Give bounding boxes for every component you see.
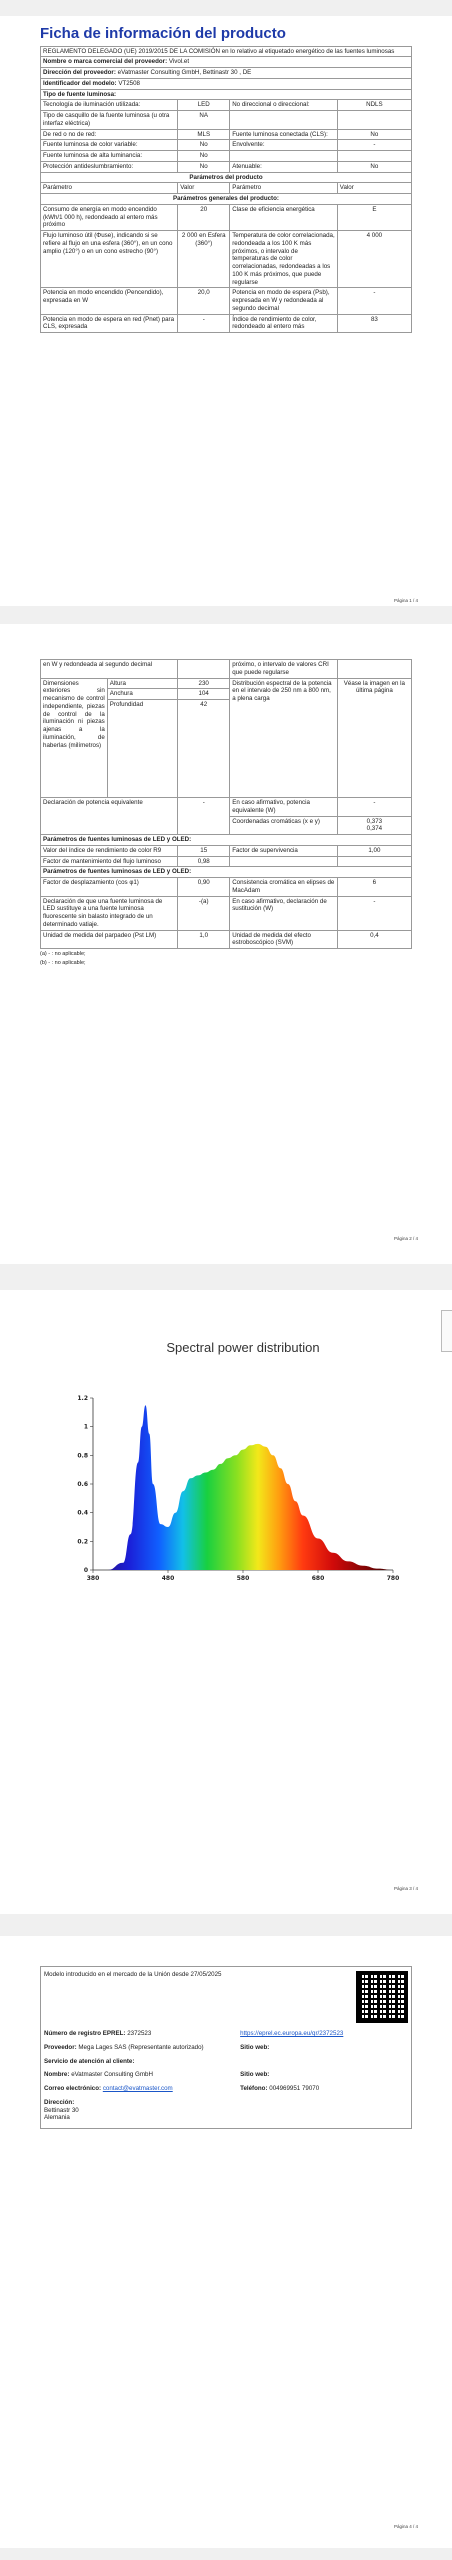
cell: Clase de eficiencia energética bbox=[230, 204, 338, 230]
email-cell bbox=[41, 2082, 238, 2096]
dim-height-value: 230 bbox=[178, 678, 230, 689]
email-link[interactable]: contact@evatmaster.com bbox=[102, 2085, 173, 2092]
column-header: Parámetro bbox=[41, 183, 178, 194]
table-row bbox=[41, 161, 412, 172]
name-value: eVatmaster Consulting GmbH bbox=[71, 2071, 153, 2079]
dim-depth-label: Profundidad bbox=[107, 700, 177, 798]
model-row bbox=[41, 78, 412, 89]
x-tick-label: 580 bbox=[236, 1575, 250, 1582]
cell: - bbox=[337, 140, 411, 151]
cell: No bbox=[178, 161, 230, 172]
cell: 1,0 bbox=[178, 930, 230, 949]
table-row bbox=[41, 100, 412, 111]
cell: Consistencia cromática en elipses de MacAdam bbox=[230, 878, 338, 897]
supplier-cell bbox=[41, 2041, 238, 2055]
cell: -(a) bbox=[178, 896, 230, 930]
web-cell-2 bbox=[237, 2068, 411, 2082]
model-label: Identificador del modelo: bbox=[43, 79, 117, 87]
page-2 bbox=[0, 624, 452, 1264]
page-4 bbox=[0, 1936, 452, 2548]
x-tick-label: 780 bbox=[386, 1575, 400, 1582]
model-value: VT2508 bbox=[118, 79, 140, 87]
phone-label: Teléfono: bbox=[240, 2085, 268, 2092]
table-row bbox=[41, 845, 412, 856]
cell: No bbox=[337, 161, 411, 172]
dim-height-label: Altura bbox=[107, 678, 177, 689]
cell: Envolvente: bbox=[230, 140, 338, 151]
cell: Temperatura de color correlacionada, redondeada a los 100 K más próximos, o intervalo de temperaturas de color correlacionadas, redondeadas a los 100 K más próximos, que puede regularse bbox=[230, 231, 338, 288]
cell: Fuente luminosa de alta luminancia: bbox=[41, 151, 178, 162]
table-row bbox=[41, 678, 412, 689]
general-header: Parámetros generales del producto: bbox=[41, 194, 412, 205]
cell: Protección antideslumbramiento: bbox=[41, 161, 178, 172]
cell: Fuente luminosa conectada (CLS): bbox=[230, 129, 338, 140]
cell: No bbox=[178, 151, 230, 162]
cell: En caso afirmativo, declaración de sustitución (W) bbox=[230, 896, 338, 930]
chart-title: Spectral power distribution bbox=[166, 1340, 320, 1355]
table-row bbox=[41, 930, 412, 949]
cell: próximo, o intervalo de valores CRI que puede regularse bbox=[230, 660, 338, 679]
led-header: Parámetros de fuentes luminosas de LED y OLED: bbox=[41, 835, 412, 846]
reg-link-cell bbox=[237, 2027, 411, 2041]
cell: No bbox=[337, 129, 411, 140]
cell bbox=[337, 111, 411, 130]
cell: Factor de desplazamiento (cos φ1) bbox=[41, 878, 178, 897]
spectral-label: Distribución espectral de la potencia en el intervalo de 250 nm a 800 nm, a plena carga bbox=[230, 678, 338, 798]
cell: Factor de supervivencia bbox=[230, 845, 338, 856]
cell bbox=[178, 660, 230, 679]
y-tick-label: 0.6 bbox=[77, 1481, 88, 1488]
spectral-curve-area bbox=[93, 1405, 393, 1570]
cell: Declaración de que una fuente luminosa de LED sustituye a una fuente luminosa fluorescente sin balasto integrado de un determinado vatiaje. bbox=[41, 896, 178, 930]
column-header: Parámetro bbox=[230, 183, 338, 194]
page-title: Ficha de información del producto bbox=[40, 25, 286, 42]
header-table bbox=[40, 46, 412, 334]
continued-table bbox=[40, 659, 412, 949]
claim-right-value: - bbox=[337, 798, 411, 817]
coords-value: 0,373 0,374 bbox=[337, 816, 411, 835]
cell: Unidad de medida del parpadeo (Pst LM) bbox=[41, 930, 178, 949]
cell bbox=[337, 856, 411, 867]
cell: Atenuable: bbox=[230, 161, 338, 172]
spectral-chart bbox=[0, 1318, 452, 1618]
table-row bbox=[41, 314, 412, 333]
cell: LED bbox=[178, 100, 230, 111]
table-row bbox=[41, 140, 412, 151]
cell: Potencia en modo encendido (Pencendido), expresada en W bbox=[41, 288, 178, 314]
column-header: Valor bbox=[337, 183, 411, 194]
cell: De red o no de red: bbox=[41, 129, 178, 140]
cell: en W y redondeada al segundo decimal bbox=[41, 660, 178, 679]
y-tick-label: 1 bbox=[83, 1423, 88, 1431]
web-label: Sitio web: bbox=[240, 2043, 270, 2051]
params-header: Parámetros del producto bbox=[41, 172, 412, 183]
brand-label: Nombre o marca comercial del proveedor: bbox=[43, 58, 168, 66]
y-tick-label: 0.8 bbox=[77, 1452, 88, 1460]
address-row bbox=[41, 68, 412, 79]
qr-cell bbox=[237, 1967, 411, 2028]
column-header: Valor bbox=[178, 183, 230, 194]
cell: Unidad de medida del efecto estroboscópico (SVM) bbox=[230, 930, 338, 949]
cell: 83 bbox=[337, 314, 411, 333]
cell: Valor del índice de rendimiento de color R9 bbox=[41, 845, 178, 856]
table-row bbox=[41, 660, 412, 679]
table-row bbox=[41, 151, 412, 162]
table-row bbox=[41, 288, 412, 314]
y-tick-label: 0.2 bbox=[77, 1538, 88, 1546]
cell: 1,00 bbox=[337, 845, 411, 856]
dim-width-label: Anchura bbox=[107, 689, 177, 700]
cell: Potencia en modo de espera (Psb), expresada en W y redondeada al segundo decimal bbox=[230, 288, 338, 314]
page-number: Página 3 / 4 bbox=[393, 1886, 418, 1891]
cell: Potencia en modo de espera en red (Pnet) para CLS, expresada bbox=[41, 314, 178, 333]
spectral-value: Véase la imagen en la última página bbox=[337, 678, 411, 798]
table-row bbox=[41, 129, 412, 140]
cell: Tipo de casquillo de la fuente luminosa (u otra interfaz eléctrica) bbox=[41, 111, 178, 130]
cell: Flujo luminoso útil (Φuse), indicando si se refiere al flujo en una esfera (360°), en un cono amplio (120°) o en un cono estrecho (90°) bbox=[41, 231, 178, 288]
cell: Índice de rendimiento de color, redondeado al entero más bbox=[230, 314, 338, 333]
email-label: Correo electrónico: bbox=[44, 2085, 102, 2092]
name-label: Nombre: bbox=[44, 2071, 70, 2079]
column-headers bbox=[41, 183, 412, 194]
cell: 6 bbox=[337, 878, 411, 897]
eprel-table bbox=[40, 1966, 412, 2129]
phone-cell bbox=[237, 2082, 411, 2096]
cell: Fuente luminosa de color variable: bbox=[41, 140, 178, 151]
footnote-b: (b) - : no aplicable; bbox=[40, 959, 86, 966]
cell: - bbox=[337, 896, 411, 930]
cell bbox=[337, 660, 411, 679]
cell: 4 000 bbox=[337, 231, 411, 288]
eprel-link[interactable]: https://eprel.ec.europa.eu/qr/2372523 bbox=[240, 2030, 344, 2037]
name-cell bbox=[41, 2068, 238, 2082]
eprel-info bbox=[40, 1966, 412, 2129]
x-tick-label: 480 bbox=[161, 1575, 175, 1582]
x-tick-label: 680 bbox=[311, 1575, 325, 1582]
type-header: Tipo de fuente luminosa: bbox=[41, 89, 412, 100]
y-tick-label: 0.4 bbox=[77, 1509, 88, 1517]
footnote-a: (a) - : no aplicable; bbox=[40, 951, 86, 957]
reg-value: 2372523 bbox=[127, 2030, 152, 2037]
cell: 15 bbox=[178, 845, 230, 856]
table-row bbox=[41, 878, 412, 897]
cell: No bbox=[178, 140, 230, 151]
mains-header: Parámetros de fuentes luminosas de LED y OLED: bbox=[41, 867, 412, 878]
cell: Factor de mantenimiento del flujo luminoso bbox=[41, 856, 178, 867]
table-row bbox=[41, 856, 412, 867]
cell: 2 000 en Esfera (360°) bbox=[178, 231, 230, 288]
cell: - bbox=[178, 314, 230, 333]
address-value: eVatmaster Consulting GmbH, Bettinastr 30 , DE bbox=[117, 69, 252, 76]
addr-label: Dirección: bbox=[44, 2098, 75, 2106]
addr-line-2: Alemania bbox=[44, 2114, 70, 2122]
claim-right-label: En caso afirmativo, potencia equivalente (W) bbox=[230, 798, 338, 817]
table-row bbox=[41, 896, 412, 930]
cell: E bbox=[337, 204, 411, 230]
service-label: Servicio de atención al cliente: bbox=[44, 2057, 135, 2065]
cell: 20,0 bbox=[178, 288, 230, 314]
dimensions-label: Dimensiones exteriores sin mecanismo de control independiente, piezas de control de la iluminación ni piezas ajenas a la iluminación, de haberlas (milímetros) bbox=[41, 678, 108, 798]
web-cell-1 bbox=[237, 2041, 411, 2055]
supplier-value: Mega Lages SAS (Representante autorizado) bbox=[78, 2043, 204, 2051]
table-row bbox=[41, 798, 412, 817]
address-label: Dirección del proveedor: bbox=[43, 69, 116, 76]
cell: MLS bbox=[178, 129, 230, 140]
brand-row bbox=[41, 57, 412, 68]
cell: NA bbox=[178, 111, 230, 130]
cell: 0,4 bbox=[337, 930, 411, 949]
cell bbox=[230, 856, 338, 867]
cell: 0,98 bbox=[178, 856, 230, 867]
cell: Consumo de energía en modo encendido (kWh/1 000 h), redondeado al entero más próximo bbox=[41, 204, 178, 230]
page-number: Página 2 / 4 bbox=[393, 1236, 418, 1241]
intro-text: Modelo introducido en el mercado de la Unión desde 27/05/2025 bbox=[44, 1971, 222, 1978]
service-cell bbox=[41, 2055, 412, 2069]
cell bbox=[337, 151, 411, 162]
brand-value: Vivol.et bbox=[168, 58, 190, 66]
product-info-sheet bbox=[40, 26, 412, 333]
reg-cell bbox=[41, 2027, 238, 2041]
dim-depth-value: 42 bbox=[178, 700, 230, 798]
cell: No direccional o direccional: bbox=[230, 100, 338, 111]
reg-label: Número de registro EPREL: bbox=[44, 2030, 126, 2037]
page-number: Página 1 / 4 bbox=[393, 598, 418, 603]
table-row bbox=[41, 204, 412, 230]
table-row bbox=[41, 111, 412, 130]
claim-value: - bbox=[178, 798, 230, 835]
product-info-sheet-continued bbox=[40, 659, 412, 967]
cell: 20 bbox=[178, 204, 230, 230]
web-label: Sitio web: bbox=[240, 2071, 270, 2079]
page-number: Página 4 / 4 bbox=[393, 2524, 418, 2529]
y-tick-label: 1.2 bbox=[77, 1395, 88, 1402]
coords-label: Coordenadas cromáticas (x e y) bbox=[230, 816, 338, 835]
cell: - bbox=[337, 288, 411, 314]
cell bbox=[230, 111, 338, 130]
regulation-text: REGLAMENTO DELEGADO (UE) 2019/2015 DE LA COMISIÓN en lo relativo al etiquetado energético de las fuentes luminosas bbox=[41, 46, 412, 57]
cell: NDLS bbox=[337, 100, 411, 111]
phone-value: 004969951 79070 bbox=[269, 2085, 320, 2092]
supplier-label: Proveedor: bbox=[44, 2043, 77, 2051]
address-cell bbox=[41, 2096, 412, 2129]
x-tick-label: 380 bbox=[86, 1575, 100, 1582]
cell: 0,90 bbox=[178, 878, 230, 897]
qr-code bbox=[356, 1971, 408, 2023]
intro-cell bbox=[41, 1967, 238, 2028]
dim-width-value: 104 bbox=[178, 689, 230, 700]
claim-label: Declaración de potencia equivalente bbox=[41, 798, 178, 835]
page-3 bbox=[0, 1290, 452, 1914]
addr-line-1: Bettinastr 30 bbox=[44, 2106, 79, 2114]
cell: Tecnología de iluminación utilizada: bbox=[41, 100, 178, 111]
table-row bbox=[41, 231, 412, 288]
page-1 bbox=[0, 16, 452, 606]
cell bbox=[230, 151, 338, 162]
y-tick-label: 0 bbox=[83, 1567, 88, 1574]
